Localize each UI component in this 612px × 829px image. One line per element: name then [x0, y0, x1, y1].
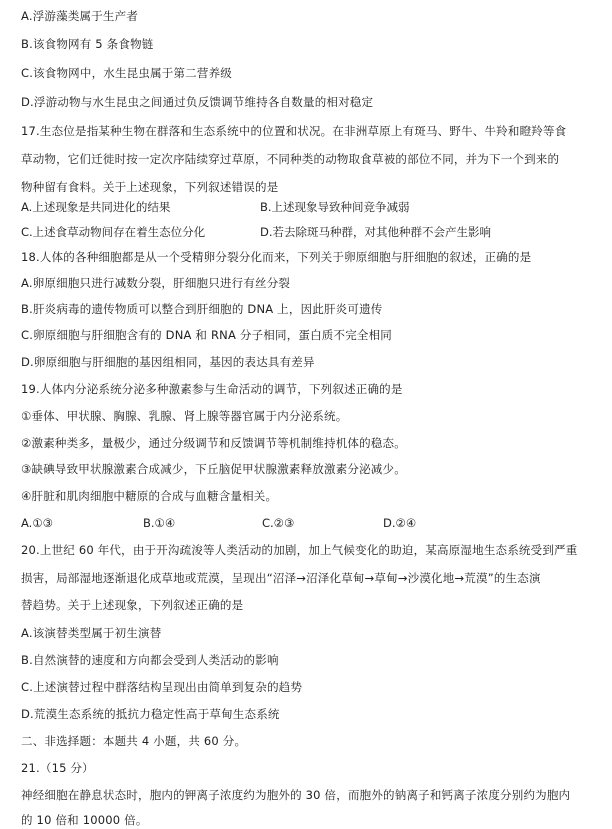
q20-stem-line-3: 替趋势。关于上述现象，下列叙述正确的是	[21, 598, 244, 612]
q20-option-a: A.该演替类型属于初生演替	[21, 626, 162, 640]
q17-option-b: B.上述现象导致种间竞争减弱	[260, 200, 410, 214]
q16-option-d: D.浮游动物与水生昆虫之间通过负反馈调节维持各自数量的相对稳定	[21, 95, 374, 109]
q16-option-c: C.该食物网中，水生昆虫属于第二营养级	[21, 66, 232, 80]
q19-statement-3: ③缺碘导致甲状腺激素合成减少，下丘脑促甲状腺激素释放激素分泌减少。	[21, 462, 406, 476]
q17-stem-line-1: 17.生态位是指某种生物在群落和生态系统中的位置和状况。在非洲草原上有斑马、野牛、牛羚和瞪羚等食	[21, 124, 567, 138]
q20-stem-line-2: 损害，局部湿地逐渐退化成草地或荒漠，呈现出“沼泽→沼泽化草甸→草甸→沙漠化地→荒漠”的生态演	[21, 571, 541, 585]
q20-option-d: D.荒漠生态系统的抵抗力稳定性高于草甸生态系统	[21, 707, 280, 721]
q20-option-c: C.上述演替过程中群落结构呈现出由简单到复杂的趋势	[21, 680, 303, 694]
q19-option-c: C.②③	[262, 516, 295, 530]
section-heading: 二、非选择题：本题共 4 小题，共 60 分。	[21, 734, 247, 748]
q19-option-a: A.①③	[21, 516, 53, 530]
q19-option-b: B.①④	[143, 516, 176, 530]
q20-stem-line-1: 20.上世纪 60 年代，由于开沟疏浚等人类活动的加剧，加上气候变化的助迫，某高原湿地生态系统受到严重	[21, 543, 578, 557]
q18-option-b: B.肝炎病毒的遗传物质可以整合到肝细胞的 DNA 上，因此肝炎可遗传	[21, 302, 383, 316]
q20-option-b: B.自然演替的速度和方向都会受到人类活动的影响	[21, 653, 279, 667]
q19-statement-1: ①垂体、甲状腺、胸腺、乳腺、肾上腺等器官属于内分泌系统。	[21, 409, 348, 423]
q16-option-b: B.该食物网有 5 条食物链	[21, 37, 154, 51]
q17-option-d: D.若去除斑马种群，对其他种群不会产生影响	[260, 225, 492, 239]
q18-option-a: A.卵原细胞只进行减数分裂，肝细胞只进行有丝分裂	[21, 276, 291, 290]
q21-heading: 21.（15 分）	[21, 761, 94, 775]
q17-option-a: A.上述现象是共同进化的结果	[21, 200, 171, 214]
q17-stem-line-3: 物种留有食料。关于上述现象，下列叙述错误的是	[21, 180, 279, 194]
q21-text-line-1: 神经细胞在静息状态时，胞内的钾离子浓度约为胞外的 30 倍，而胞外的钠离子和钙离子浓度分别约为胞内	[21, 788, 571, 802]
q19-statement-2: ②激素种类多，量极少，通过分级调节和反馈调节等机制维持机体的稳态。	[21, 436, 406, 450]
q18-stem: 18.人体的各种细胞都是从一个受精卵分裂分化而来，下列关于卵原细胞与肝细胞的叙述，正确的是	[21, 250, 532, 264]
q19-stem: 19.人体内分泌系统分泌多种激素参与生命活动的调节，下列叙述正确的是	[21, 382, 403, 396]
q17-stem-line-2: 草动物，它们迁徙时按一定次序陆续穿过草原，不同种类的动物取食草被的部位不同，并为下一个到来的	[21, 152, 560, 166]
q19-statement-4: ④肝脏和肌肉细胞中糖原的合成与血糖含量相关。	[21, 489, 278, 503]
q18-option-c: C.卵原细胞与肝细胞含有的 DNA 和 RNA 分子相同，蛋白质不完全相同	[21, 328, 392, 342]
q19-option-d: D.②④	[383, 516, 417, 530]
q21-text-line-2: 的 10 倍和 10000 倍。	[21, 813, 148, 827]
q16-option-a: A.浮游藻类属于生产者	[21, 9, 139, 23]
q17-option-c: C.上述食草动物间存在着生态位分化	[21, 225, 206, 239]
q18-option-d: D.卵原细胞与肝细胞的基因组相同，基因的表达具有差异	[21, 355, 315, 369]
